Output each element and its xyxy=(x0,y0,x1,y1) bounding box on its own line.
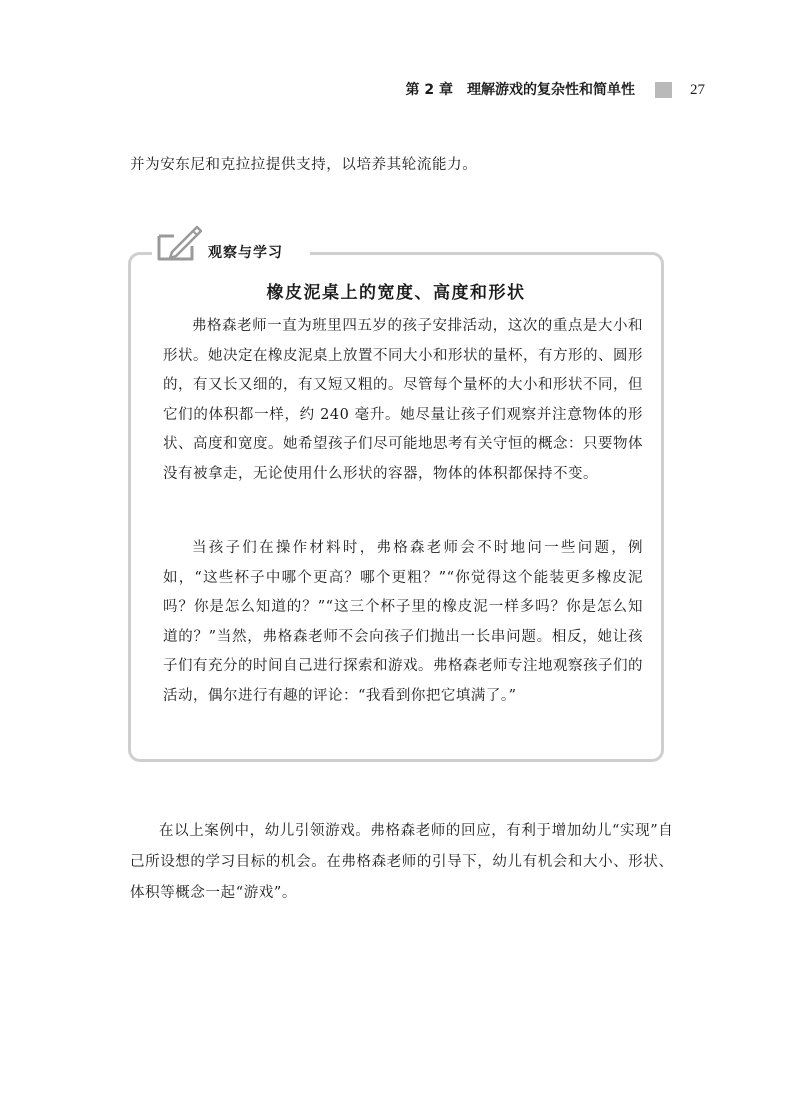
observation-box-tab xyxy=(152,222,310,262)
closing-paragraph: 在以上案例中，幼儿引领游戏。弗格森老师的回应，有利于增加幼儿“实现”自己所设想的学习目标的机会。在弗格森老师的引导下，幼儿有机会和大小、形状、体积等概念一起“游戏”。 xyxy=(130,823,674,901)
box-label: 观察与学习 xyxy=(208,245,283,261)
pencil-note-icon xyxy=(152,222,202,262)
box-title: 橡皮泥桌上的宽度、高度和形状 xyxy=(266,283,526,303)
header-square-marker xyxy=(655,82,672,98)
box-paragraph-2: 当孩子们在操作材料时，弗格森老师会不时地问一些问题，例如，“这些杯子中哪个更高？哪个更粗？”“你觉得这个能装更多橡皮泥吗？你是怎么知道的？”“这三个杯子里的橡皮泥一样多吗？你是怎么知道的？”当然，弗格森老师不会向孩子们抛出一长串问题。相反，她让孩子们有充分的时间自己进行探索和游戏。弗格森老师专注地观察孩子们的活动，偶尔进行有趣的评论：“我看到你把它填满了。” xyxy=(163,540,643,704)
page-number: 27 xyxy=(690,82,705,98)
chapter-title: 第 2 章 理解游戏的复杂性和简单性 xyxy=(405,82,635,98)
box-paragraph-1: 弗格森老师一直为班里四五岁的孩子安排活动，这次的重点是大小和形状。她决定在橡皮泥桌上放置不同大小和形状的量杯，有方形的、圆形的，有又长又细的，有又短又粗的。尽管每个量杯的大小和形状不同，但它们的体积都一样，约 240 毫升。她尽量让孩子们观察并注意物体的形状、高度和宽度。她希望孩子们尽可能地思考有关守恒的概念：只要物体没有被拿走，无论使用什么形状的容器，物体的体积都保持不变。 xyxy=(163,318,643,482)
running-header xyxy=(0,80,790,100)
intro-paragraph: 并为安东尼和克拉拉提供支持，以培养其轮流能力。 xyxy=(130,157,478,173)
